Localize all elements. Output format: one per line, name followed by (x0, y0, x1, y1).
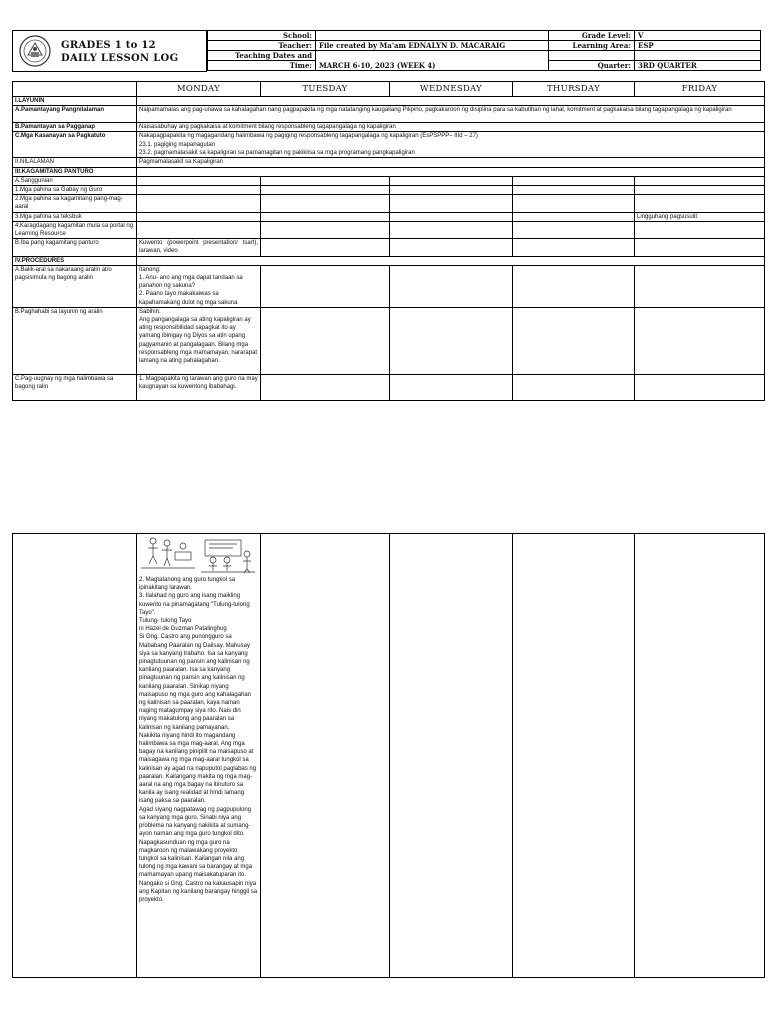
blank-cell (137, 212, 261, 221)
pagkatuto-label: C.Mga Kasanayan sa Pagkatuto (13, 132, 137, 158)
blank-cell (635, 239, 765, 256)
blank-cell (513, 239, 635, 256)
blank-cell (261, 212, 390, 221)
grade-value: V (635, 31, 761, 41)
quarter-label: Quarter: (549, 61, 635, 71)
day-thursday: THURSDAY (513, 82, 635, 97)
corner-cell (13, 82, 137, 97)
blank-cell (390, 195, 513, 212)
blank-cell (635, 534, 765, 978)
iba-pang-label: B.Iba pang kagamitang panturo (13, 239, 137, 256)
blank-cell (635, 307, 765, 374)
day-tuesday: TUESDAY (261, 82, 390, 97)
blank-cell (390, 265, 513, 307)
blank-cell (137, 97, 765, 106)
story-cell (137, 534, 261, 978)
balik-aral-text: Itanong: 1. Anu- ano ang mga dapat tandaan sa panahon ng sakuna? 2. Paano tayo makakaiwas sa kapahamakang dulot ng mga sakuna (137, 265, 261, 307)
blank-cell (513, 195, 635, 212)
pag-uugnay-label: C.Pag-uugnay ng mga halimbawa sa bagong ralin (13, 374, 137, 400)
blank-cell (549, 51, 635, 61)
paghahabi-text: Sabihin: Ang pangangalaga sa ating kapaligiran ay ating responsibilidad sapagkat ito ay yamang ibinigay ng Diyos sa atin upang pagyamanin at pangalagaan. Bilang mga responsableng mga mamamayan, nararapat lamang na ating pahalagahan. (137, 307, 261, 374)
area-value: ESP (635, 41, 761, 51)
balik-aral-label: A.Balik-aral sa nakaraang aralin at/o pagsisimula ng bagong aralin (13, 265, 137, 307)
blank-cell (137, 195, 261, 212)
school-value (316, 31, 549, 41)
blank-cell (390, 534, 513, 978)
blank-cell (261, 374, 390, 400)
deped-seal-icon (19, 35, 51, 67)
blank-cell (513, 534, 635, 978)
quarter-value: 3RD QUARTER (635, 61, 761, 71)
day-friday: FRIDAY (635, 82, 765, 97)
blank-cell (261, 534, 390, 978)
teksbuk-label: 3.Mga pahina sa teksbuk (13, 212, 137, 221)
blank-cell (513, 186, 635, 195)
day-monday: MONDAY (137, 82, 261, 97)
teacher-value: File created by Ma'am EDNALYN D. MACARAIG (316, 41, 549, 51)
pang-mag-aaral-label: 2.Mga pahina sa kagamitang pang-mag-aaral (13, 195, 137, 212)
gabay-label: 1.Mga pahina sa Gabay ng Guro (13, 186, 137, 195)
pangnilalaman-label: A.Pamantayang Pangnilalaman (13, 106, 137, 123)
blank-cell (390, 221, 513, 238)
story-illustration-icon (139, 534, 257, 574)
blank-cell (390, 239, 513, 256)
blank-cell (513, 212, 635, 221)
blank-cell (390, 212, 513, 221)
blank-cell (513, 307, 635, 374)
blank-cell (261, 239, 390, 256)
blank-cell (513, 374, 635, 400)
blank-cell (137, 221, 261, 238)
school-label: School: (208, 31, 316, 41)
pagkatuto-text (137, 132, 765, 158)
blank-cell (137, 167, 765, 176)
blank-cell (513, 265, 635, 307)
iba-pang-text: Kuwento (powerpoint presentation/ tsart), larawan, video (137, 239, 261, 256)
lesson-grid (12, 81, 765, 401)
pagkatuto-line-1: Nakapagpapakita ng magagandang halimbawa ng pagiging responsableng tagapangalaga ng kapaligiran (EsPSPPP– IIId – 27) (139, 133, 478, 140)
blank-cell (390, 176, 513, 185)
grade-label: Grade Level: (549, 31, 635, 41)
blank-cell (137, 186, 261, 195)
blank-cell (390, 186, 513, 195)
dates-label-1: Teaching Dates and (208, 51, 316, 61)
layunin-label: I.LAYUNIN (13, 97, 137, 106)
paghahabi-label: B.Paghahabi sa layunin ng aralin (13, 307, 137, 374)
teksbuk-friday: Lingguhang pagsusulit (635, 212, 765, 221)
story-text: 2. Magtatanong ang guro tungkol sa ipinakitang larawan. 3. Ilalahad ng guro ang isang maikling kuwento na pinamagatang "Tulung-tulong Tayo". Tulung- tulong Tayo ni Hazel de Guzman Patalinghug Si Gng. Castro ang punongguro sa Mababang Paaralan ng Dalisay. Mahusay siya sa kanyang trabaho. Isa sa kanyang pinagtutuunan ng pansin ang kalinisan ng kanilang paaralan. Isa sa kanyang pinagtuunan ng pansin ang kalinisan ng kanilang paaralan. Sinikap niyang maisapuso ng mga guro ang kahalagahan ng kalinisan sa paaralan, kaya naman naging matagumpay siya rito. Nais din niyang makatulong ang paaralan sa kalinisan ng kanilang pamayanan. Nakikita niyang hindi ito magandang halimbawa sa mga mag-aaral. Ang mga bagay na kanilang pinipilit na maisapuso at maisagawa ng mga mag-aaral tungkol sa kalinisan ay agad na napuputol paglabas ng paaralan. Kailangang makita ng mga mag-aaral na ang mga bagay na itinuturo sa kanila ay isang realidad at hindi lamang isang paksa sa paaralan. Agad siyang nagpatawag ng pagpupulong sa kanyang mga guro. Sinabi niya ang problema na kanyang nakikita at sumang-ayon naman ang mga guro tungkol dito. Napagkasunduan ng mga guro na magkaroon ng malawakang proyekto tungkol sa kalinisan. Kailangan nila ang tulong ng mga kawani sa barangay at mga mamamayan upang maisakatuparan ito. Nangako si Gng. Castro na kakausapin niya ang Kapitan ng kanilang barangay hinggil sa proyekto. (139, 577, 258, 903)
blank-cell (261, 195, 390, 212)
teacher-label: Teacher: (208, 41, 316, 51)
day-wednesday: WEDNESDAY (390, 82, 513, 97)
pangnilalaman-text: Naipamamalas ang pag-unawa sa kahalagahan nang pagpapakita ng mga natatanging kaugaliang Pilipino, pagkakaroon ng disiplina para sa kabutihan ng lahat, komitment at pagkakaisa bilang tagapangalaga ng kapaligiran (137, 106, 765, 123)
nilalaman-label: II.NILALAMAN (13, 158, 137, 167)
karagdagan-label: 4.Karagdagang kagamitan mula sa portal ng Learning Resource (13, 221, 137, 238)
area-label: Learning Area: (549, 41, 635, 51)
header-title-line1: GRADES 1 to 12 (61, 40, 156, 51)
blank-cell (635, 186, 765, 195)
blank-cell (390, 307, 513, 374)
kagamitan-label: III.KAGAMITANG PANTURO (13, 167, 137, 176)
pagkatuto-line-2: 23.1. pagiging mapanagutan (139, 141, 216, 148)
blank-cell (635, 195, 765, 212)
lesson-grid-continued (12, 533, 765, 978)
blank-cell (390, 374, 513, 400)
blank-cell (635, 51, 761, 61)
blank-cell (635, 265, 765, 307)
blank-cell (137, 256, 765, 265)
pag-uugnay-text: 1. Magpapakita ng larawan ang guro na may kaugnayan sa kuwentong ibabahagi. (137, 374, 261, 400)
blank-cell (635, 221, 765, 238)
procedures-label: IV.PROCEDURES (13, 256, 137, 265)
blank-cell (635, 176, 765, 185)
blank-cell (137, 176, 261, 185)
dates-label-2: Time: (208, 61, 316, 71)
blank-cell (261, 221, 390, 238)
dates-value: MARCH 6-10, 2023 (WEEK 4) (316, 51, 549, 71)
blank-cell (261, 307, 390, 374)
blank-cell (513, 176, 635, 185)
nilalaman-text: Pagmamalasakit sa Kapaligiran (137, 158, 765, 167)
blank-cell (261, 186, 390, 195)
blank-cell (513, 221, 635, 238)
pagganap-text: Naisasabuhay ang pagkakaisa at komitment bilang responsableng tagapangalaga ng kapaligiran (137, 123, 765, 132)
pagganap-label: B.Pamantayan sa Pagganap (13, 123, 137, 132)
header-title (61, 39, 178, 65)
pagkatuto-line-3: 23.2. pagmamalasakit sa kapaligiran sa pamamagitan ng pakikiisa sa mga programang pangkapaligiran (139, 149, 415, 156)
header-title-line2: DAILY LESSON LOG (61, 53, 179, 64)
blank-cell (261, 265, 390, 307)
header-info-table (207, 30, 761, 71)
blank-cell (635, 374, 765, 400)
header-logo-box (12, 30, 207, 72)
sanggunian-label: A.Sanggunian (13, 176, 137, 185)
blank-cell (261, 176, 390, 185)
blank-cell (13, 534, 137, 978)
